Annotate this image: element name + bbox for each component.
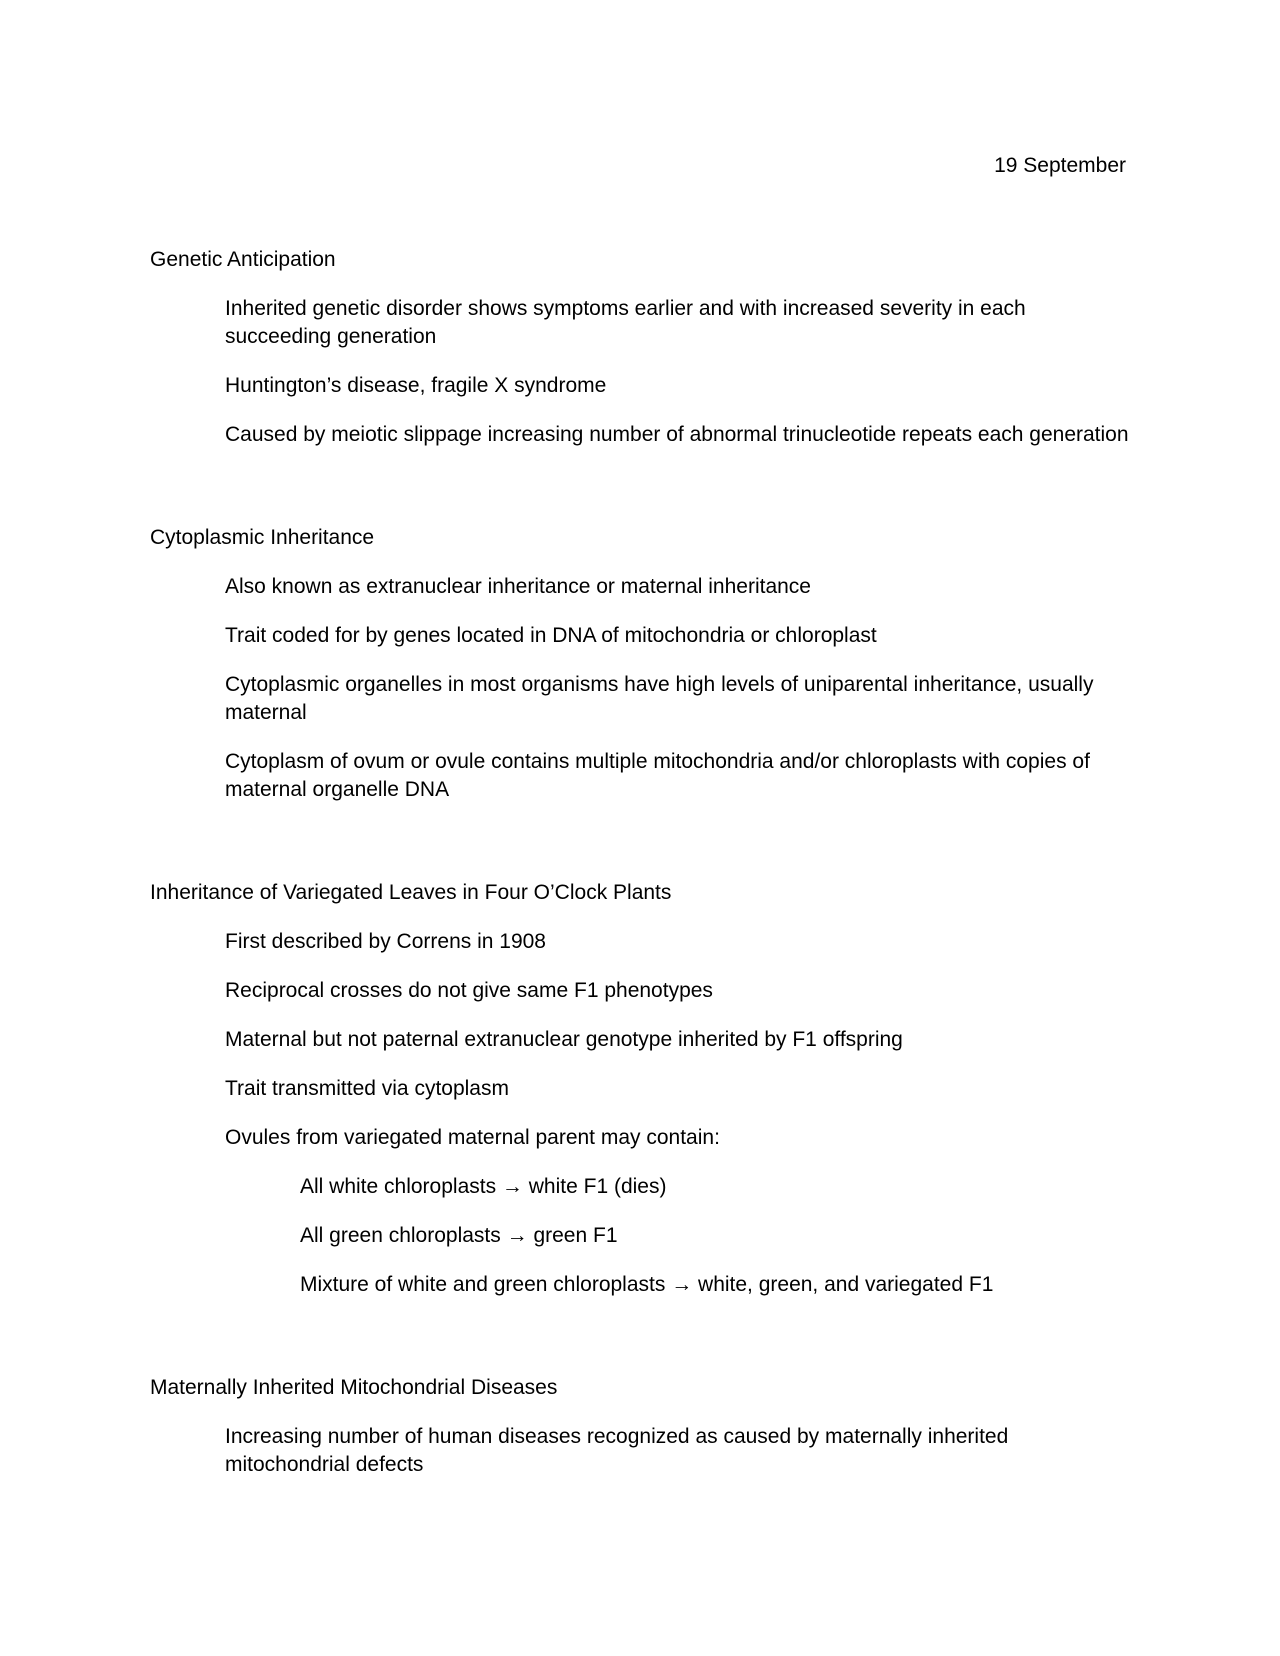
list-item: Reciprocal crosses do not give same F1 phenotypes xyxy=(225,979,713,1002)
section-heading: Inheritance of Variegated Leaves in Four O’Clock Plants xyxy=(150,881,672,904)
date-label: 19 September xyxy=(994,154,1126,177)
sub-list-item: All green chloroplasts → green F1 xyxy=(300,1224,618,1247)
list-item: Trait transmitted via cytoplasm xyxy=(225,1077,509,1100)
list-item: Inherited genetic disorder shows symptoms earlier and with increased severity in each succeeding generation xyxy=(225,297,1026,348)
section-mitochondrial-diseases xyxy=(150,1374,1130,1479)
notes-body xyxy=(150,246,1130,1479)
list-item: Trait coded for by genes located in DNA of mitochondria or chloroplast xyxy=(225,624,877,647)
sub-list-item: Mixture of white and green chloroplasts → white, green, and variegated F1 xyxy=(300,1273,994,1296)
section-cytoplasmic-inheritance xyxy=(150,524,1130,804)
section-heading: Maternally Inherited Mitochondrial Diseases xyxy=(150,1376,558,1399)
section-heading: Genetic Anticipation xyxy=(150,248,336,271)
section-variegated-leaves xyxy=(150,879,1130,1299)
list-item: Cytoplasmic organelles in most organisms have high levels of uniparental inheritance, usually maternal xyxy=(225,673,1094,724)
list-item: Also known as extranuclear inheritance or maternal inheritance xyxy=(225,575,811,598)
section-genetic-anticipation xyxy=(150,246,1130,449)
list-item: Huntington’s disease, fragile X syndrome xyxy=(225,374,607,397)
sub-list-item: All white chloroplasts → white F1 (dies) xyxy=(300,1175,667,1198)
list-item: Cytoplasm of ovum or ovule contains multiple mitochondria and/or chloroplasts with copies of maternal organelle DNA xyxy=(225,750,1090,801)
list-item: Increasing number of human diseases recognized as caused by maternally inherited mitochondrial defects xyxy=(225,1425,1009,1476)
section-heading: Cytoplasmic Inheritance xyxy=(150,526,375,549)
list-item: First described by Correns in 1908 xyxy=(225,930,546,953)
list-item: Caused by meiotic slippage increasing number of abnormal trinucleotide repeats each generation xyxy=(225,423,1129,446)
list-item: Maternal but not paternal extranuclear genotype inherited by F1 offspring xyxy=(225,1028,903,1051)
list-item: Ovules from variegated maternal parent may contain: xyxy=(225,1126,720,1149)
